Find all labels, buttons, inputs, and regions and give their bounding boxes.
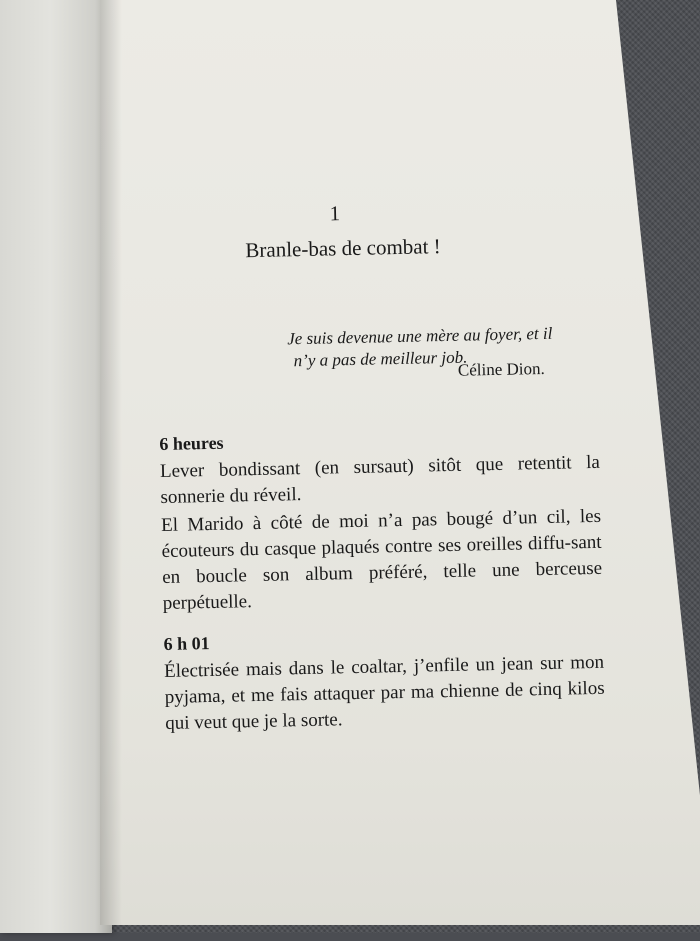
epigraph-line-1: Je suis devenue une mère au foyer, et il bbox=[287, 323, 553, 349]
section-6-heures bbox=[159, 424, 603, 617]
chapter-title: Branle-bas de combat ! bbox=[245, 234, 441, 263]
section-6h01 bbox=[163, 624, 605, 737]
epigraph-line-2: n’y a pas de meilleur job. bbox=[293, 347, 468, 371]
section-heading: 6 h 01 bbox=[163, 633, 210, 654]
paragraph: Électrisée mais dans le coaltar, j’enfile un jean sur mon pyjama, et me fais attaquer par ma chienne de cinq kilos qui veut que je la sorte. bbox=[163, 651, 605, 734]
section-heading: 6 heures bbox=[159, 432, 224, 455]
paragraph: El Marido à côté de moi n’a pas bougé d’un cil, les écouteurs du casque plaqués contre ses oreilles diffu-sant en boucle son album préféré, telle une berceuse perpétuelle. bbox=[160, 505, 603, 614]
paragraph: Lever bondissant (en sursaut) sitôt que retentit la sonnerie du réveil. bbox=[159, 451, 601, 509]
chapter-number: 1 bbox=[329, 201, 341, 226]
epigraph-attribution: Céline Dion. bbox=[457, 358, 545, 380]
